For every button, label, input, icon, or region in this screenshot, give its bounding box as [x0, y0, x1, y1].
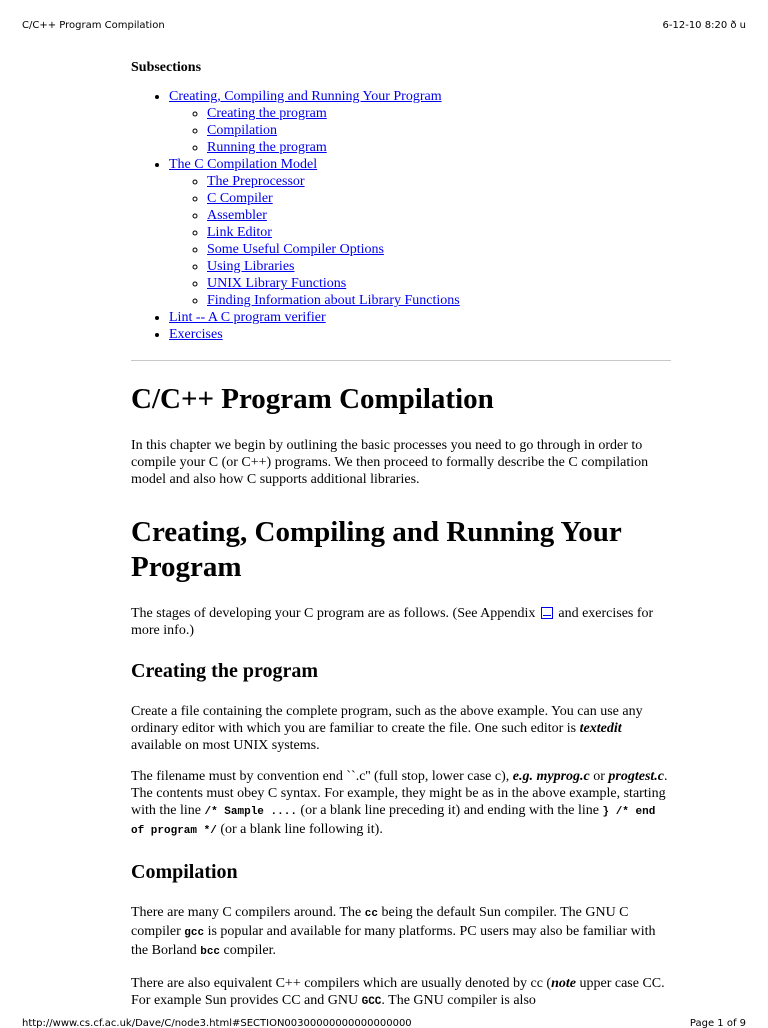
compilation-paragraph-1: There are many C compilers around. The cc being the default Sun compiler. The GNU C compiler gcc is popular and available for many platforms. PC users may also be familiar with the Borland bcc compiler. [131, 905, 656, 958]
subsection-title-creating: Creating the program [131, 660, 319, 682]
chapter-title: C/C++ Program Compilation [131, 383, 494, 415]
toc-item [169, 88, 671, 156]
toc-link-link-editor[interactable]: Link Editor [207, 225, 272, 240]
footer-url: http://www.cs.cf.ac.uk/Dave/C/node3.html#SECTION00300000000000000000 [22, 1018, 412, 1028]
print-header [22, 20, 746, 31]
footer-page-number: Page 1 of 9 [689, 1018, 746, 1028]
cross-reference-icon[interactable] [541, 607, 553, 619]
toc-link-finding-information[interactable]: Finding Information about Library Functions [207, 293, 460, 308]
toc-link-unix-library-functions[interactable]: UNIX Library Functions [207, 276, 347, 291]
toc-link-c-compiler[interactable]: C Compiler [207, 191, 273, 206]
stages-paragraph: The stages of developing your C program are as follows. (See Appendix and exercises for more info.) [131, 606, 654, 638]
print-footer [22, 1018, 746, 1028]
toc-link-compilation[interactable]: Compilation [207, 123, 277, 138]
subsection-title-compilation: Compilation [131, 861, 238, 883]
toc-link-preprocessor[interactable]: The Preprocessor [207, 174, 305, 189]
header-date: 6-12-10 8:20 ð u [662, 20, 746, 31]
toc-link-creating-compiling-running[interactable]: Creating, Compiling and Running Your Program [169, 89, 442, 104]
document-content [131, 60, 671, 1011]
toc-item [169, 156, 671, 309]
subsections-title: Subsections [131, 60, 202, 75]
toc-link-running-program[interactable]: Running the program [207, 140, 327, 155]
section-divider [131, 360, 671, 361]
header-title: C/C++ Program Compilation [22, 20, 165, 31]
toc-link-compilation-model[interactable]: The C Compilation Model [169, 157, 318, 172]
section-title: Creating, Compiling and Running Your Program [131, 516, 622, 583]
toc-link-exercises[interactable]: Exercises [169, 327, 223, 342]
compilation-paragraph-2: There are also equivalent C++ compilers which are usually denoted by cc (note upper case CC. For example Sun provides CC and GNU GCC. The GNU compiler is also [131, 976, 665, 1008]
chapter-intro: In this chapter we begin by outlining the basic processes you need to go through in order to compile your C (or C++) programs. We then proceed to formally describe the C compilation model and also how C supports additional libraries. [131, 438, 649, 487]
table-of-contents [131, 88, 671, 343]
toc-link-assembler[interactable]: Assembler [207, 208, 267, 223]
creating-paragraph-2: The filename must by convention end ``.c'' (full stop, lower case c), e.g. myprog.c or progtest.c. The contents must obey C syntax. For example, they might be as in the above example, starting with the line /* Sample .... (or a blank line preceding it) and ending with the line } /* end of program */ (or a blank line following it). [131, 769, 668, 837]
creating-paragraph-1: Create a file containing the complete program, such as the above example. You can use any ordinary editor with which you are familiar to create the file. One such editor is textedit available on most UNIX systems. [131, 704, 643, 753]
toc-link-compiler-options[interactable]: Some Useful Compiler Options [207, 242, 384, 257]
toc-link-creating-program[interactable]: Creating the program [207, 106, 327, 121]
toc-link-using-libraries[interactable]: Using Libraries [207, 259, 295, 274]
toc-link-lint[interactable]: Lint -- A C program verifier [169, 310, 326, 325]
